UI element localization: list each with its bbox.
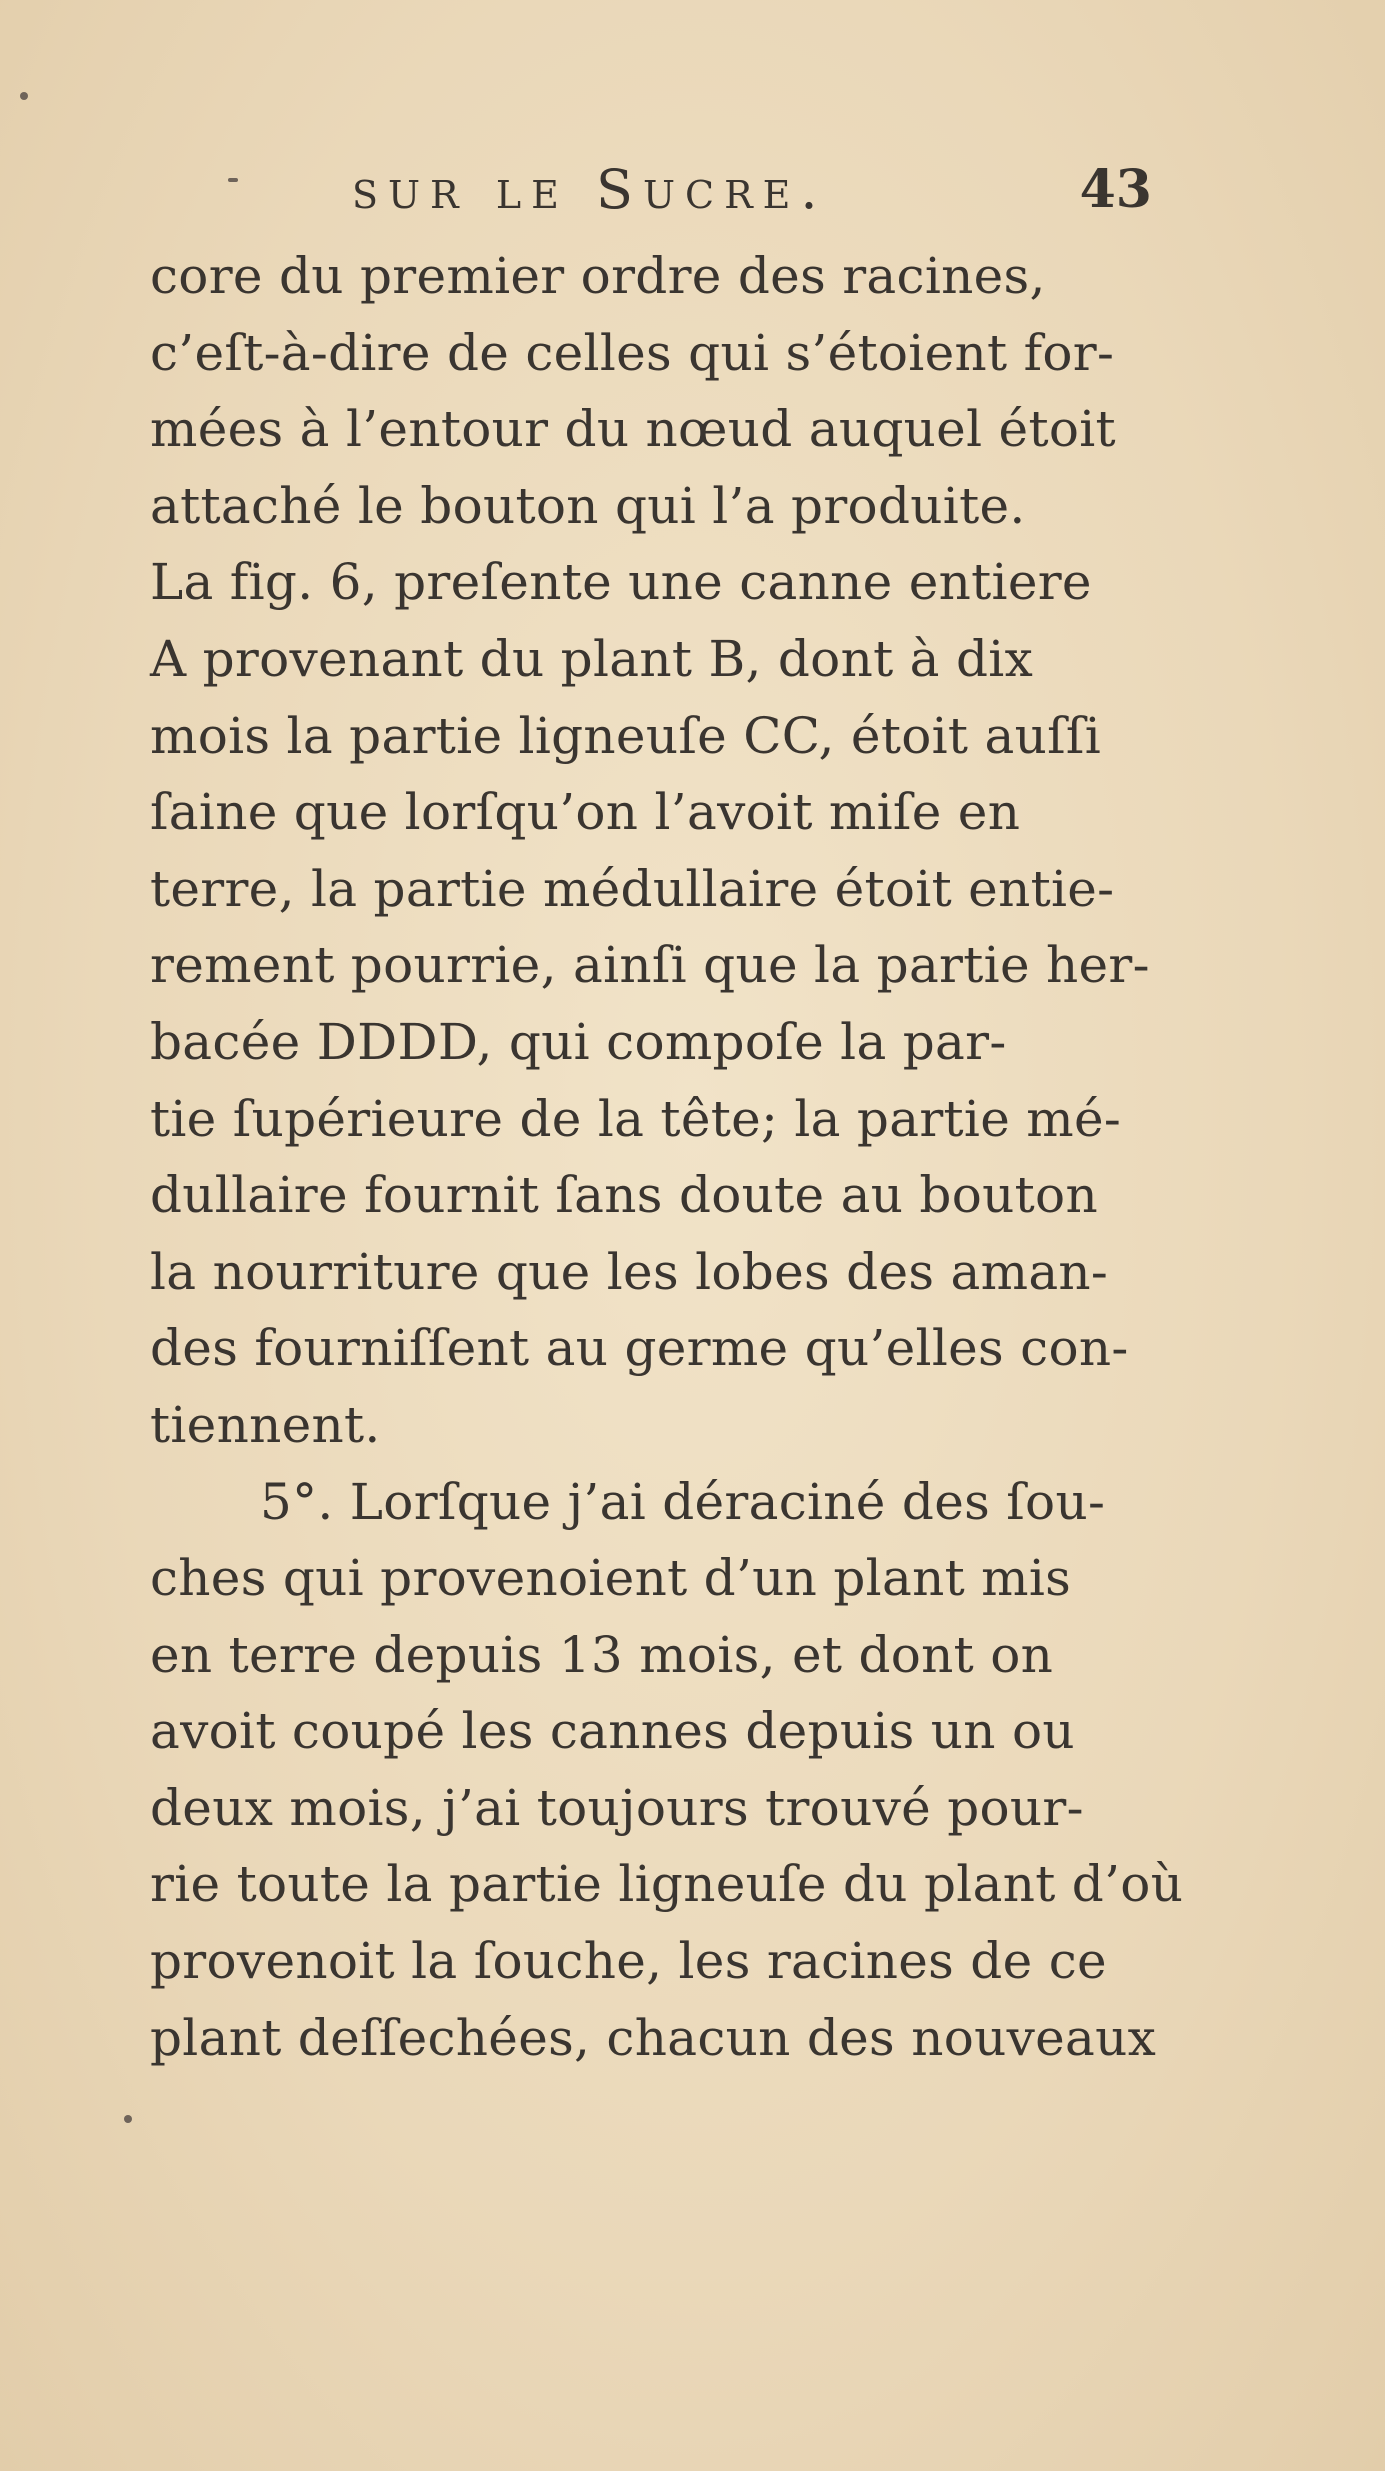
body-text [150,238,1184,2076]
running-title: sur le Sucre. [352,158,828,221]
ink-speck [20,92,28,100]
text-line: dullaire fournit ſans doute au bouton [150,1166,1098,1225]
text-line: avoit coupé les cannes depuis un ou [150,1702,1075,1761]
text-line: mées à l’entour du nœud auquel étoit [150,400,1116,459]
paragraph-start-line: 5°. Lorſque j’ai déraciné des ſou- [260,1472,1106,1531]
text-line: tie ſupérieure de la tête; la partie mé- [150,1089,1122,1148]
text-line: en terre depuis 13 mois, et dont on [150,1625,1054,1684]
text-line: core du premier ordre des racines, [150,247,1046,305]
text-line: terre, la partie médullaire étoit entie- [150,859,1115,918]
page-header [352,150,1152,230]
ink-speck [124,2115,132,2123]
text-line: provenoit la ſouche, les racines de ce [150,1932,1107,1991]
text-line: c’eſt-à-dire de celles qui s’étoient for- [150,323,1115,382]
page-number: 43 [1079,159,1152,220]
text-line: ſaine que lorſqu’on l’avoit miſe en [150,783,1021,842]
text-line: attaché le bouton qui l’a produite. [150,476,1026,535]
text-line: La fig. 6, preſente une canne entiere [150,553,1092,612]
text-line: deux mois, j’ai toujours trouvé pour- [150,1778,1084,1837]
text-line: plant deſſechées, chacun des nouveaux [150,2008,1157,2067]
text-line: rement pourrie, ainſi que la partie her- [150,936,1150,995]
text-line: des fourniſſent au germe qu’elles con- [150,1319,1129,1378]
text-line: bacée DDDD, qui compoſe la par- [150,1012,1007,1071]
text-line: tiennent. [150,1395,381,1454]
text-line: la nourriture que les lobes des aman- [150,1242,1109,1301]
text-line: mois la partie ligneuſe CC, étoit auſſi [150,706,1102,765]
text-line: A provenant du plant B, dont à dix [150,629,1034,688]
text-line: rie toute la partie ligneuſe du plant d’où [150,1855,1184,1914]
ink-speck [228,178,238,182]
text-line: ches qui provenoient d’un plant mis [150,1549,1072,1608]
